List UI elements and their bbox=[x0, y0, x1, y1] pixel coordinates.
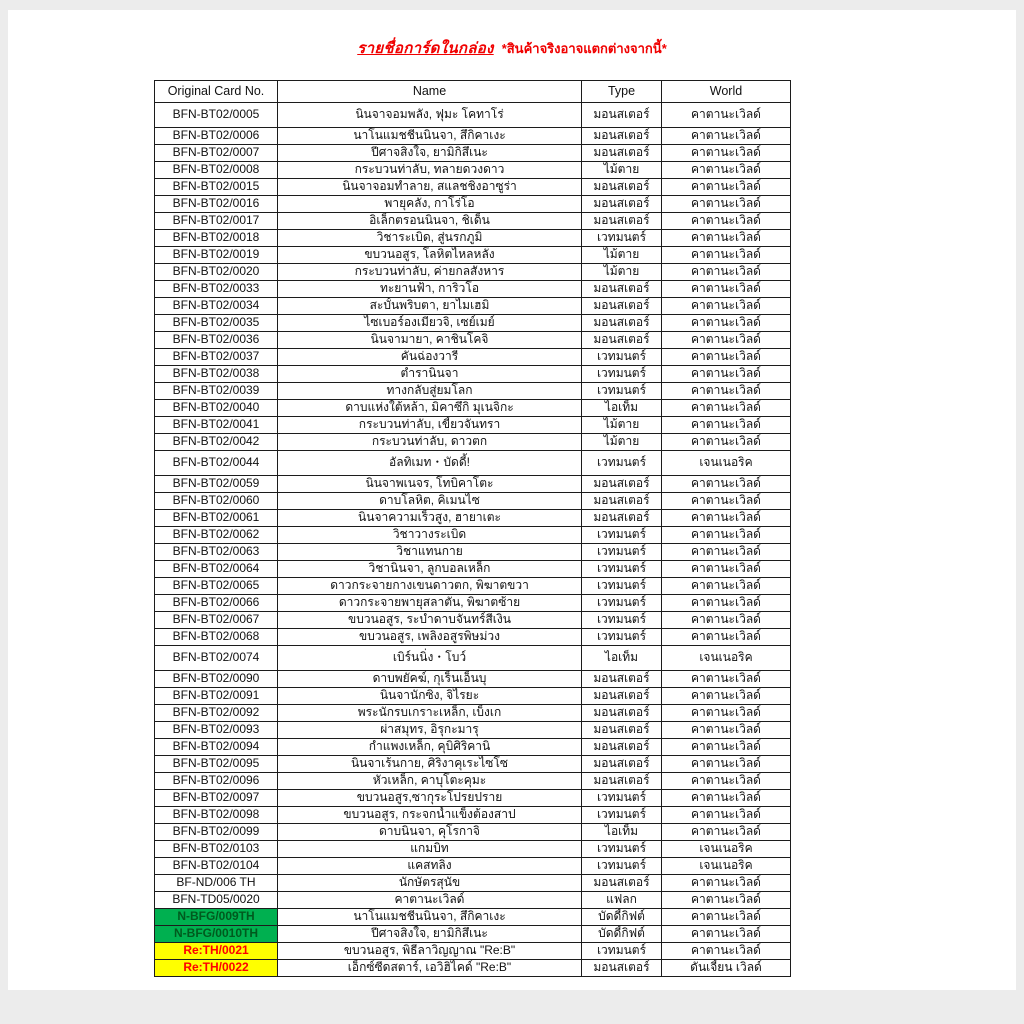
cell-name: ขบวนอสูร, เพลิงอสูรพิษม่วง bbox=[278, 629, 582, 646]
table-row bbox=[155, 943, 791, 960]
table-row bbox=[155, 807, 791, 824]
cell-type: มอนสเตอร์ bbox=[582, 315, 662, 332]
page-title-main: รายชื่อการ์ดในกล่อง bbox=[357, 40, 494, 57]
card-list-table bbox=[154, 80, 791, 977]
table-row bbox=[155, 451, 791, 476]
cell-name: นาโนแมชชีนนินจา, สึกิคาเงะ bbox=[278, 128, 582, 145]
cell-name: นาโนแมชชีนนินจา, สึกิคาเงะ bbox=[278, 909, 582, 926]
cell-type: มอนสเตอร์ bbox=[582, 179, 662, 196]
page-title bbox=[8, 36, 1016, 60]
cell-name: คันฉ่องวารี bbox=[278, 349, 582, 366]
cell-name: ทางกลับสู่ยมโลก bbox=[278, 383, 582, 400]
cell-world: คาตานะเวิลด์ bbox=[662, 230, 791, 247]
cell-world: คาตานะเวิลด์ bbox=[662, 629, 791, 646]
cell-world: คาตานะเวิลด์ bbox=[662, 595, 791, 612]
cell-type: มอนสเตอร์ bbox=[582, 213, 662, 230]
cell-name: ทะยานฟ้า, การิวโอ bbox=[278, 281, 582, 298]
cell-type: มอนสเตอร์ bbox=[582, 128, 662, 145]
table-row bbox=[155, 247, 791, 264]
cell-world: คาตานะเวิลด์ bbox=[662, 128, 791, 145]
cell-world: คาตานะเวิลด์ bbox=[662, 739, 791, 756]
cell-world: คาตานะเวิลด์ bbox=[662, 298, 791, 315]
cell-type: เวทมนตร์ bbox=[582, 366, 662, 383]
cell-world: คาตานะเวิลด์ bbox=[662, 892, 791, 909]
table-row bbox=[155, 629, 791, 646]
cell-name: แกมบิท bbox=[278, 841, 582, 858]
cell-type: บัดดี้กิฟต์ bbox=[582, 926, 662, 943]
cell-world: คาตานะเวิลด์ bbox=[662, 926, 791, 943]
cell-name: ดาบพยัคฆ์, กุเร็นเอ็นบุ bbox=[278, 671, 582, 688]
cell-name: นินจาความเร็วสูง, ฮายาเตะ bbox=[278, 510, 582, 527]
cell-name: วิชาแทนกาย bbox=[278, 544, 582, 561]
cell-type: บัดดี้กิฟต์ bbox=[582, 909, 662, 926]
table-row bbox=[155, 892, 791, 909]
cell-type: มอนสเตอร์ bbox=[582, 671, 662, 688]
table-row bbox=[155, 739, 791, 756]
cell-world: คาตานะเวิลด์ bbox=[662, 162, 791, 179]
cell-type: เวทมนตร์ bbox=[582, 451, 662, 476]
cell-name: นินจาจอมพลัง, ฟุมะ โคทาโร่ bbox=[278, 103, 582, 128]
cell-name: ปีศาจสิงใจ, ยามิกิสึเนะ bbox=[278, 926, 582, 943]
cell-name: ดาวกระจายพายุสลาตัน, พิฆาตซ้าย bbox=[278, 595, 582, 612]
cell-card-no: BFN-BT02/0018 bbox=[155, 230, 278, 247]
cell-card-no: BFN-BT02/0091 bbox=[155, 688, 278, 705]
cell-type: มอนสเตอร์ bbox=[582, 476, 662, 493]
cell-world: คาตานะเวิลด์ bbox=[662, 790, 791, 807]
table-row bbox=[155, 646, 791, 671]
cell-card-no: BFN-BT02/0099 bbox=[155, 824, 278, 841]
cell-world: เจนเนอริค bbox=[662, 841, 791, 858]
cell-name: สะบั้นพริบตา, ยาไมเฮมิ bbox=[278, 298, 582, 315]
table-row bbox=[155, 434, 791, 451]
cell-name: นินจานักซิ่ง, จิไรยะ bbox=[278, 688, 582, 705]
cell-card-no: BFN-BT02/0036 bbox=[155, 332, 278, 349]
cell-world: คาตานะเวิลด์ bbox=[662, 179, 791, 196]
cell-world: คาตานะเวิลด์ bbox=[662, 493, 791, 510]
column-header-type: Type bbox=[582, 81, 662, 103]
cell-type: มอนสเตอร์ bbox=[582, 960, 662, 977]
cell-type: มอนสเตอร์ bbox=[582, 875, 662, 892]
cell-world: คาตานะเวิลด์ bbox=[662, 400, 791, 417]
cell-card-no: BFN-BT02/0016 bbox=[155, 196, 278, 213]
cell-card-no: BFN-BT02/0059 bbox=[155, 476, 278, 493]
cell-card-no: BFN-BT02/0103 bbox=[155, 841, 278, 858]
cell-type: เวทมนตร์ bbox=[582, 612, 662, 629]
cell-world: คาตานะเวิลด์ bbox=[662, 722, 791, 739]
table-row bbox=[155, 400, 791, 417]
cell-card-no: Re:TH/0022 bbox=[155, 960, 278, 977]
cell-world: คาตานะเวิลด์ bbox=[662, 366, 791, 383]
cell-name: ดาบแห่งใต้หล้า, มิคาซึกิ มุเนจิกะ bbox=[278, 400, 582, 417]
cell-card-no: BFN-BT02/0060 bbox=[155, 493, 278, 510]
cell-world: คาตานะเวิลด์ bbox=[662, 561, 791, 578]
table-row bbox=[155, 493, 791, 510]
cell-type: มอนสเตอร์ bbox=[582, 145, 662, 162]
cell-card-no: BFN-BT02/0068 bbox=[155, 629, 278, 646]
cell-type: เวทมนตร์ bbox=[582, 527, 662, 544]
cell-card-no: BFN-BT02/0042 bbox=[155, 434, 278, 451]
cell-type: ไอเท็ม bbox=[582, 646, 662, 671]
cell-type: เวทมนตร์ bbox=[582, 943, 662, 960]
cell-world: คาตานะเวิลด์ bbox=[662, 578, 791, 595]
table-row bbox=[155, 561, 791, 578]
cell-type: ไม้ตาย bbox=[582, 434, 662, 451]
table-row bbox=[155, 298, 791, 315]
table-row bbox=[155, 544, 791, 561]
cell-name: เอ็กซ์ซีดสตาร์, เอวิฮิไคด์ "Re:B" bbox=[278, 960, 582, 977]
cell-type: มอนสเตอร์ bbox=[582, 298, 662, 315]
cell-world: คาตานะเวิลด์ bbox=[662, 315, 791, 332]
table-row bbox=[155, 926, 791, 943]
cell-card-no: BF-ND/006 TH bbox=[155, 875, 278, 892]
cell-card-no: BFN-BT02/0093 bbox=[155, 722, 278, 739]
cell-type: เวทมนตร์ bbox=[582, 595, 662, 612]
cell-world: คาตานะเวิลด์ bbox=[662, 264, 791, 281]
column-header-card-no: Original Card No. bbox=[155, 81, 278, 103]
table-row bbox=[155, 960, 791, 977]
cell-name: ขบวนอสูร, กระจกน้ำแข็งต้องสาป bbox=[278, 807, 582, 824]
table-row bbox=[155, 179, 791, 196]
column-header-world: World bbox=[662, 81, 791, 103]
table-row bbox=[155, 281, 791, 298]
cell-name: ขบวนอสูร,ซากุระโปรยปราย bbox=[278, 790, 582, 807]
cell-type: มอนสเตอร์ bbox=[582, 196, 662, 213]
table-row bbox=[155, 858, 791, 875]
cell-type: ไม้ตาย bbox=[582, 247, 662, 264]
cell-type: มอนสเตอร์ bbox=[582, 332, 662, 349]
cell-name: วิชาวางระเบิด bbox=[278, 527, 582, 544]
table-row bbox=[155, 510, 791, 527]
cell-card-no: Re:TH/0021 bbox=[155, 943, 278, 960]
cell-type: ไอเท็ม bbox=[582, 824, 662, 841]
cell-name: ขบวนอสูร, ระบำดาบจันทร์สีเงิน bbox=[278, 612, 582, 629]
table-row bbox=[155, 909, 791, 926]
cell-world: คาตานะเวิลด์ bbox=[662, 332, 791, 349]
cell-name: วิชาระเบิด, สู่นรกภูมิ bbox=[278, 230, 582, 247]
cell-card-no: BFN-BT02/0065 bbox=[155, 578, 278, 595]
cell-world: ดันเจี้ยน เวิลด์ bbox=[662, 960, 791, 977]
cell-type: เวทมนตร์ bbox=[582, 629, 662, 646]
cell-type: มอนสเตอร์ bbox=[582, 103, 662, 128]
cell-world: คาตานะเวิลด์ bbox=[662, 671, 791, 688]
column-header-name: Name bbox=[278, 81, 582, 103]
cell-world: คาตานะเวิลด์ bbox=[662, 349, 791, 366]
cell-card-no: BFN-BT02/0096 bbox=[155, 773, 278, 790]
cell-world: คาตานะเวิลด์ bbox=[662, 213, 791, 230]
cell-type: ไม้ตาย bbox=[582, 417, 662, 434]
cell-card-no: BFN-BT02/0006 bbox=[155, 128, 278, 145]
table-row bbox=[155, 264, 791, 281]
cell-world: คาตานะเวิลด์ bbox=[662, 247, 791, 264]
cell-type: มอนสเตอร์ bbox=[582, 756, 662, 773]
cell-type: เวทมนตร์ bbox=[582, 858, 662, 875]
cell-world: คาตานะเวิลด์ bbox=[662, 773, 791, 790]
table-row bbox=[155, 476, 791, 493]
cell-world: คาตานะเวิลด์ bbox=[662, 510, 791, 527]
cell-world: คาตานะเวิลด์ bbox=[662, 824, 791, 841]
cell-type: มอนสเตอร์ bbox=[582, 739, 662, 756]
table-row bbox=[155, 417, 791, 434]
cell-name: กำแพงเหล็ก, คุบิศิริคานิ bbox=[278, 739, 582, 756]
cell-card-no: BFN-BT02/0063 bbox=[155, 544, 278, 561]
table-row bbox=[155, 756, 791, 773]
cell-card-no: BFN-BT02/0034 bbox=[155, 298, 278, 315]
cell-card-no: BFN-BT02/0095 bbox=[155, 756, 278, 773]
cell-name: พระนักรบเกราะเหล็ก, เบ็งเก bbox=[278, 705, 582, 722]
table-row bbox=[155, 213, 791, 230]
cell-name: คาตานะเวิลด์ bbox=[278, 892, 582, 909]
cell-type: มอนสเตอร์ bbox=[582, 688, 662, 705]
cell-world: เจนเนอริค bbox=[662, 858, 791, 875]
cell-card-no: N-BFG/009TH bbox=[155, 909, 278, 926]
cell-name: ไซเบอร์องเมียวจิ, เซย์เมย์ bbox=[278, 315, 582, 332]
cell-world: คาตานะเวิลด์ bbox=[662, 943, 791, 960]
cell-card-no: BFN-BT02/0104 bbox=[155, 858, 278, 875]
cell-name: นักษัตรสุนัข bbox=[278, 875, 582, 892]
cell-name: ดาบโลหิต, คิเมนไซ bbox=[278, 493, 582, 510]
cell-type: ไม้ตาย bbox=[582, 162, 662, 179]
cell-name: กระบวนท่าลับ, ทลายดวงดาว bbox=[278, 162, 582, 179]
cell-name: อิเล็กตรอนนินจา, ชิเด็น bbox=[278, 213, 582, 230]
table-row bbox=[155, 332, 791, 349]
table-row bbox=[155, 705, 791, 722]
cell-type: มอนสเตอร์ bbox=[582, 722, 662, 739]
cell-world: คาตานะเวิลด์ bbox=[662, 476, 791, 493]
cell-name: ตำรานินจา bbox=[278, 366, 582, 383]
cell-card-no: BFN-BT02/0064 bbox=[155, 561, 278, 578]
cell-world: คาตานะเวิลด์ bbox=[662, 688, 791, 705]
cell-name: นินจาเร้นกาย, ศิริงาคุเระไซโซ bbox=[278, 756, 582, 773]
cell-name: วิชานินจา, ลูกบอลเหล็ก bbox=[278, 561, 582, 578]
cell-type: มอนสเตอร์ bbox=[582, 773, 662, 790]
cell-name: แคสทลิ่ง bbox=[278, 858, 582, 875]
table-row bbox=[155, 128, 791, 145]
cell-card-no: BFN-BT02/0098 bbox=[155, 807, 278, 824]
cell-world: คาตานะเวิลด์ bbox=[662, 807, 791, 824]
cell-card-no: BFN-BT02/0019 bbox=[155, 247, 278, 264]
cell-type: มอนสเตอร์ bbox=[582, 281, 662, 298]
cell-card-no: BFN-BT02/0061 bbox=[155, 510, 278, 527]
table-row bbox=[155, 349, 791, 366]
page-title-note: *สินค้าจริงอาจแตกต่างจากนี้* bbox=[501, 41, 667, 56]
document-page bbox=[8, 10, 1016, 990]
cell-world: คาตานะเวิลด์ bbox=[662, 145, 791, 162]
table-row bbox=[155, 595, 791, 612]
table-row bbox=[155, 773, 791, 790]
cell-name: อัลทิเมท・บัดดี้! bbox=[278, 451, 582, 476]
cell-name: ขบวนอสูร, พิธีลาวิญญาณ "Re:B" bbox=[278, 943, 582, 960]
table-row bbox=[155, 578, 791, 595]
table-row bbox=[155, 383, 791, 400]
table-row bbox=[155, 875, 791, 892]
cell-world: เจนเนอริค bbox=[662, 646, 791, 671]
cell-world: คาตานะเวิลด์ bbox=[662, 544, 791, 561]
table-body bbox=[155, 103, 791, 977]
table-row bbox=[155, 196, 791, 213]
cell-type: แฟลก bbox=[582, 892, 662, 909]
cell-world: คาตานะเวิลด์ bbox=[662, 383, 791, 400]
cell-card-no: BFN-BT02/0062 bbox=[155, 527, 278, 544]
cell-card-no: N-BFG/0010TH bbox=[155, 926, 278, 943]
cell-card-no: BFN-BT02/0038 bbox=[155, 366, 278, 383]
cell-world: คาตานะเวิลด์ bbox=[662, 417, 791, 434]
table-row bbox=[155, 671, 791, 688]
cell-world: คาตานะเวิลด์ bbox=[662, 612, 791, 629]
cell-type: เวทมนตร์ bbox=[582, 230, 662, 247]
cell-type: เวทมนตร์ bbox=[582, 561, 662, 578]
table-row bbox=[155, 527, 791, 544]
cell-name: เบิร์นนิ่ง・โบว์ bbox=[278, 646, 582, 671]
cell-name: นินจามายา, คาชินโคจิ bbox=[278, 332, 582, 349]
table-row bbox=[155, 145, 791, 162]
table-row bbox=[155, 315, 791, 332]
cell-name: กระบวนท่าลับ, ค่ายกลสังหาร bbox=[278, 264, 582, 281]
cell-name: พายุคลั่ง, กาโร่โอ bbox=[278, 196, 582, 213]
cell-card-no: BFN-TD05/0020 bbox=[155, 892, 278, 909]
cell-world: เจนเนอริค bbox=[662, 451, 791, 476]
table-row bbox=[155, 230, 791, 247]
cell-card-no: BFN-BT02/0074 bbox=[155, 646, 278, 671]
cell-card-no: BFN-BT02/0092 bbox=[155, 705, 278, 722]
cell-card-no: BFN-BT02/0037 bbox=[155, 349, 278, 366]
table-row bbox=[155, 841, 791, 858]
cell-card-no: BFN-BT02/0007 bbox=[155, 145, 278, 162]
cell-name: ดาวกระจายกางเขนดาวตก, พิฆาตขวา bbox=[278, 578, 582, 595]
cell-type: ไม้ตาย bbox=[582, 264, 662, 281]
table-row bbox=[155, 824, 791, 841]
table-row bbox=[155, 612, 791, 629]
header-row bbox=[155, 81, 791, 103]
cell-type: เวทมนตร์ bbox=[582, 807, 662, 824]
cell-card-no: BFN-BT02/0005 bbox=[155, 103, 278, 128]
cell-name: หัวเหล็ก, คาบุโตะคุมะ bbox=[278, 773, 582, 790]
cell-type: เวทมนตร์ bbox=[582, 383, 662, 400]
cell-world: คาตานะเวิลด์ bbox=[662, 705, 791, 722]
cell-card-no: BFN-BT02/0090 bbox=[155, 671, 278, 688]
cell-world: คาตานะเวิลด์ bbox=[662, 909, 791, 926]
cell-type: เวทมนตร์ bbox=[582, 578, 662, 595]
cell-world: คาตานะเวิลด์ bbox=[662, 103, 791, 128]
cell-card-no: BFN-BT02/0035 bbox=[155, 315, 278, 332]
cell-world: คาตานะเวิลด์ bbox=[662, 281, 791, 298]
table-header bbox=[155, 81, 791, 103]
cell-card-no: BFN-BT02/0067 bbox=[155, 612, 278, 629]
cell-world: คาตานะเวิลด์ bbox=[662, 196, 791, 213]
cell-type: มอนสเตอร์ bbox=[582, 510, 662, 527]
cell-type: ไอเท็ม bbox=[582, 400, 662, 417]
cell-card-no: BFN-BT02/0040 bbox=[155, 400, 278, 417]
cell-type: เวทมนตร์ bbox=[582, 544, 662, 561]
table-row bbox=[155, 162, 791, 179]
cell-world: คาตานะเวิลด์ bbox=[662, 875, 791, 892]
table-row bbox=[155, 790, 791, 807]
cell-name: นินจาจอมทำลาย, สแลชชิ่งอาซูร่า bbox=[278, 179, 582, 196]
cell-name: กระบวนท่าลับ, ดาวตก bbox=[278, 434, 582, 451]
cell-card-no: BFN-BT02/0033 bbox=[155, 281, 278, 298]
cell-world: คาตานะเวิลด์ bbox=[662, 434, 791, 451]
cell-type: มอนสเตอร์ bbox=[582, 705, 662, 722]
cell-card-no: BFN-BT02/0015 bbox=[155, 179, 278, 196]
cell-type: เวทมนตร์ bbox=[582, 790, 662, 807]
cell-card-no: BFN-BT02/0008 bbox=[155, 162, 278, 179]
cell-name: นินจาพเนจร, โทบิคาโตะ bbox=[278, 476, 582, 493]
cell-card-no: BFN-BT02/0039 bbox=[155, 383, 278, 400]
cell-card-no: BFN-BT02/0066 bbox=[155, 595, 278, 612]
cell-name: ขบวนอสูร, โลหิตไหลหลั่ง bbox=[278, 247, 582, 264]
cell-card-no: BFN-BT02/0041 bbox=[155, 417, 278, 434]
cell-card-no: BFN-BT02/0097 bbox=[155, 790, 278, 807]
table-row bbox=[155, 688, 791, 705]
table-row bbox=[155, 103, 791, 128]
cell-name: ดาบนินจา, คุโรกาจิ bbox=[278, 824, 582, 841]
cell-type: เวทมนตร์ bbox=[582, 349, 662, 366]
cell-type: มอนสเตอร์ bbox=[582, 493, 662, 510]
cell-name: กระบวนท่าลับ, เขี้ยวจันทรา bbox=[278, 417, 582, 434]
cell-name: ปีศาจสิงใจ, ยามิกิสึเนะ bbox=[278, 145, 582, 162]
table-row bbox=[155, 722, 791, 739]
cell-card-no: BFN-BT02/0094 bbox=[155, 739, 278, 756]
cell-type: เวทมนตร์ bbox=[582, 841, 662, 858]
table-row bbox=[155, 366, 791, 383]
cell-card-no: BFN-BT02/0020 bbox=[155, 264, 278, 281]
cell-name: ผ่าสมุทร, อิรุกะมารุ bbox=[278, 722, 582, 739]
cell-world: คาตานะเวิลด์ bbox=[662, 527, 791, 544]
cell-card-no: BFN-BT02/0017 bbox=[155, 213, 278, 230]
cell-card-no: BFN-BT02/0044 bbox=[155, 451, 278, 476]
cell-world: คาตานะเวิลด์ bbox=[662, 756, 791, 773]
